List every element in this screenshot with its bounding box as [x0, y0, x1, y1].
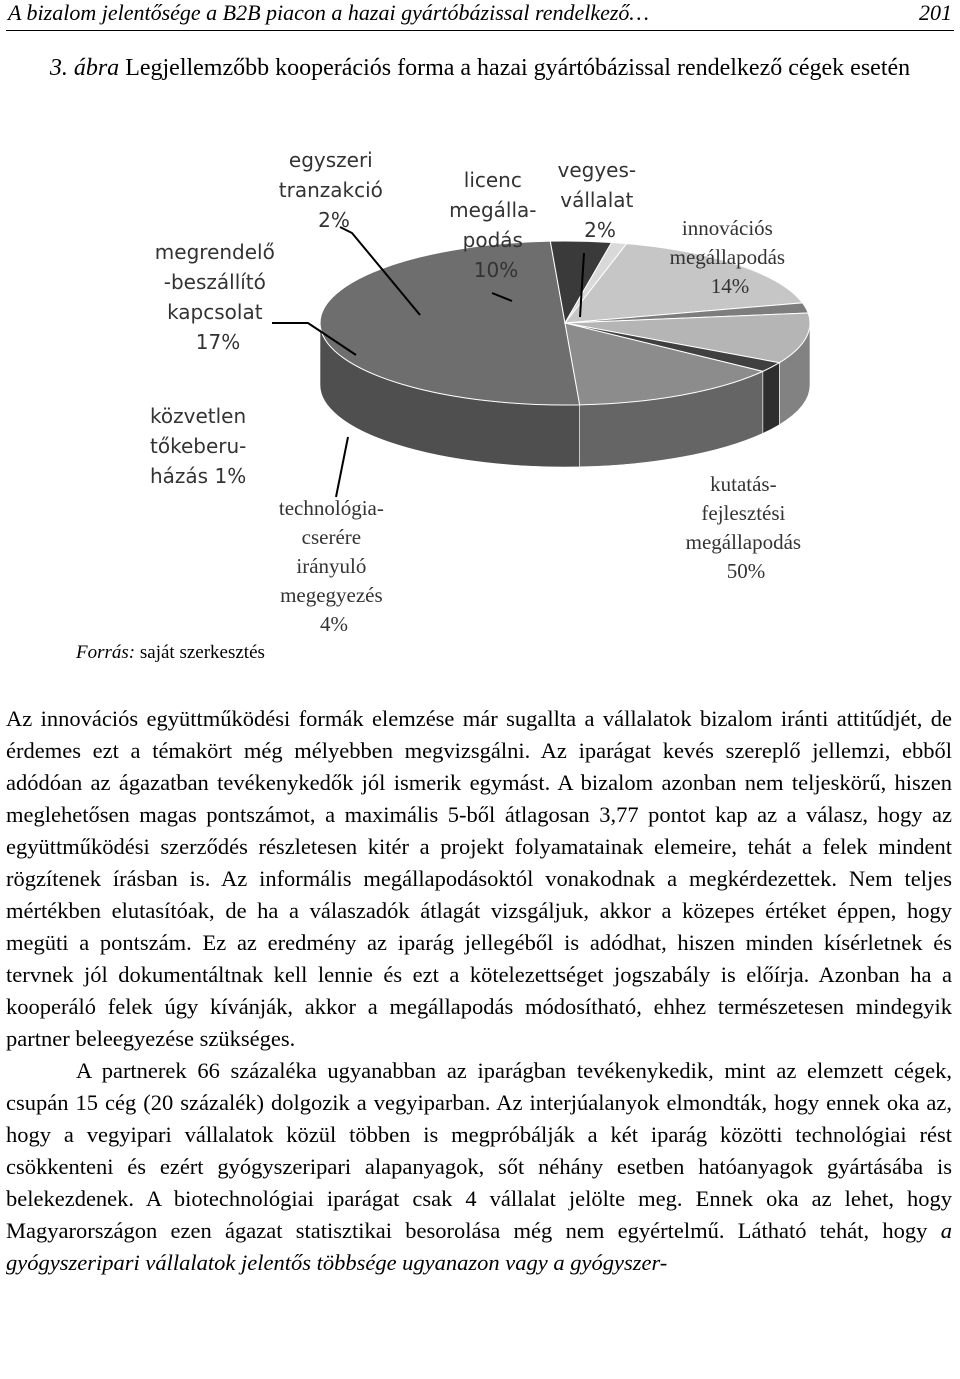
label-megrendelo: megrendelő -beszállító kapcsolat 17% — [154, 240, 275, 354]
running-header — [8, 0, 952, 30]
leader-line-technologia — [336, 437, 348, 497]
paragraph-2-part-a: A partnerek 66 százaléka ugyanabban az iparágban tevékenykedik, mint az elemzett cégek, csupán 15 cég (20 százalék) dolgozik a vegyiparban. Az interjúalanyok elmondták, hogy ennek oka az, hogy a vegyipari vállalatok közül többen is megpróbálják a két iparág közötti technológiai rést csökkenteni és ezért gyógyszeripari alapanyagok, sőt néhány esetben hatóanyagok gyártásába is belekezdenek. A biotechnológiai iparágat csak 4 vállalat jelölte meg. Ennek oka az lehet, hogy Magyarországon ezen ágazat statisztikai besorolása még nem egyértelmű. Látható tehát, hogy — [6, 1058, 952, 1243]
label-kozvetlen: közvetlen tőkeberu- házás 1% — [150, 404, 247, 488]
figure-caption-label: 3. ábra — [49, 55, 120, 81]
label-kutatas: kutatás- fejlesztési megállapodás 50% — [685, 472, 802, 583]
page-number: 201 — [919, 0, 952, 25]
body-text — [6, 703, 952, 1279]
label-egyszeri: egyszeri tranzakció 2% — [278, 148, 383, 232]
paragraph-1-part-a: Az innovációs együttműködési formák elemzése már sugallta a vállalatok bizalom iránti attitűdjét, de érdemes ezt a témakört még mélyebben megvizsgálni. Az iparágat kevés szereplő jellemzi, ebből adódóan az ágazatban tevékenykedők jól ismerik egymást. — [6, 706, 952, 795]
source-text: saját szerkesztés — [139, 642, 265, 663]
running-title: A bizalom jelentősége a B2B piacon a hazai gyártóbázissal rendelkező… — [8, 0, 649, 25]
pie-chart — [0, 125, 960, 645]
label-innovacios: innovációs megállapodás 14% — [669, 216, 786, 298]
paragraph-1 — [6, 703, 952, 1055]
source-label: Forrás: — [76, 642, 136, 663]
figure-caption — [0, 52, 960, 84]
pie-side-vegyesvallalat — [763, 363, 780, 434]
figure-source — [76, 642, 265, 664]
label-licenc: licenc megálla- podás 10% — [449, 168, 537, 282]
paragraph-1-part-b: A bizalom azonban nem teljeskörű, hiszen meglehetősen magas pontszámot, a maximális 5-ből átlagosan 3,77 pontot kap az a válasz, hogy az együttműködési szerződés részletesen kitér a projekt folyamatainak elemeire, tehát a felek mindent rögzítenek írásban is. Az informális megállapodásoktól vonakodnak a megkérdezettek. Nem teljes mértékben elutasítóak, de ha a válaszadók átlagát vizsgáljuk, akkor a közepes értéket éppen, hogy megüti a pontszám. Ez az eredmény az iparág jellegéből is adódhat, hiszen minden kísérletnek és tervnek jól dokumentáltnak kell lennie és ezt a kötelezettséget jogszabály is előírja. Azonban ha a kooperáló felek úgy kívánják, akkor a megállapodás módosítható, ehhez természetesen mindegyik partner beleegyezése szükséges. — [6, 770, 953, 1051]
paragraph-2-italic: a gyógyszeripari vállalatok jelentős többsége ugyanazon vagy a gyógyszer- — [6, 1218, 952, 1275]
figure-caption-text: Legjellemzőbb kooperációs forma a hazai gyártóbázissal rendelkező cégek esetén — [125, 55, 911, 81]
paragraph-2 — [6, 1055, 952, 1279]
label-vegyes: vegyes- vállalat 2% — [557, 158, 637, 242]
label-technologia: technológia- cserére irányuló megegyezés 4% — [278, 496, 384, 636]
header-rule — [6, 30, 954, 31]
